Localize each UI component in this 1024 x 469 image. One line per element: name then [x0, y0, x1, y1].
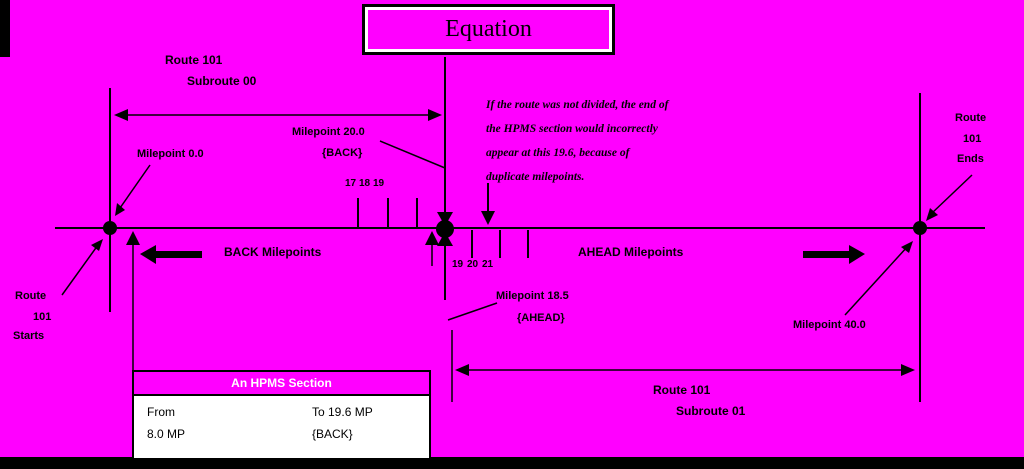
route-start-junction-dot: [103, 221, 117, 235]
ahead-tick-label-21: 21: [482, 259, 494, 270]
ahead-tick-marks: [472, 230, 528, 258]
back-tick-label-18: 18: [359, 178, 371, 189]
milepoint-start-label: Milepoint 0.0: [137, 148, 204, 160]
back-tick-label-19: 19: [373, 178, 385, 189]
milepoint-back-leader: [380, 141, 445, 168]
hpms-from-value: 8.0 MP: [147, 427, 186, 441]
equation-title: Equation: [365, 7, 612, 52]
note-pointer-arrow: [481, 183, 495, 225]
milepoint-end-label: Milepoint 40.0: [793, 319, 866, 331]
back-milepoints-label: BACK Milepoints: [224, 245, 322, 259]
milepoint-back-tag: {BACK}: [322, 147, 363, 159]
hpms-section-body: [134, 396, 429, 458]
equation-pointer-line: [437, 57, 453, 300]
route-starts-leader: [62, 239, 103, 295]
left-arrowhead: [455, 364, 469, 376]
hpms-right-marker: [425, 231, 439, 266]
back-tick-label-17: 17: [345, 178, 357, 189]
milepoint-ahead-tag: {AHEAD}: [517, 312, 565, 324]
subroute00-label: Subroute 00: [187, 74, 257, 88]
route-ends-line1: Route: [955, 112, 987, 124]
milepoint-ahead-label: Milepoint 18.5: [496, 290, 569, 302]
hpms-from-label: From: [147, 405, 175, 419]
hpms-left-marker: [126, 231, 140, 392]
right-arrowhead: [901, 364, 915, 376]
equation-junction-dot: [436, 220, 454, 238]
route-starts-line3: Starts: [13, 330, 45, 342]
subroute00-route-label: Route 101: [165, 53, 223, 67]
note-line-2: the HPMS section would incorrectly: [486, 123, 658, 135]
milepoint-back-label: Milepoint 20.0: [292, 126, 365, 138]
hpms-to-label: To 19.6 MP: [312, 405, 373, 419]
route-starts-line2: 101: [33, 311, 52, 323]
route-ends-line3: Ends: [957, 153, 984, 165]
ahead-direction-arrow: [803, 245, 865, 264]
back-tick-marks: [358, 198, 417, 227]
bottom-black-band: [0, 457, 1024, 469]
milepoint-start-leader: [115, 165, 150, 216]
ahead-milepoints-label: AHEAD Milepoints: [578, 245, 684, 259]
equation-box: [362, 4, 615, 55]
route-ends-line2: 101: [963, 133, 982, 145]
note-line-3: appear at this 19.6, because of: [486, 147, 630, 159]
ahead-tick-label-19: 19: [452, 259, 464, 270]
hpms-section-box: [132, 370, 431, 458]
subroute01-route-label: Route 101: [653, 383, 711, 397]
note-line-4: duplicate milepoints.: [486, 171, 585, 183]
right-arrowhead: [428, 109, 442, 121]
ahead-tick-label-20: 20: [467, 259, 479, 270]
hpms-to-value: {BACK}: [312, 427, 353, 441]
back-direction-arrow: [140, 245, 202, 264]
note-line-1: If the route was not divided, the end of: [486, 99, 669, 111]
milepoint-ahead-leader: [448, 303, 497, 320]
route-starts-line1: Route: [15, 290, 47, 302]
top-left-black-strip: [0, 0, 10, 57]
route-end-junction-dot: [913, 221, 927, 235]
subroute00-dimension-line: [114, 109, 442, 121]
hpms-section-title: An HPMS Section: [134, 372, 429, 396]
left-arrowhead: [114, 109, 128, 121]
route-ends-leader: [926, 175, 972, 221]
subroute01-label: Subroute 01: [676, 404, 746, 418]
duplicate-milepoint-note: [486, 93, 706, 189]
